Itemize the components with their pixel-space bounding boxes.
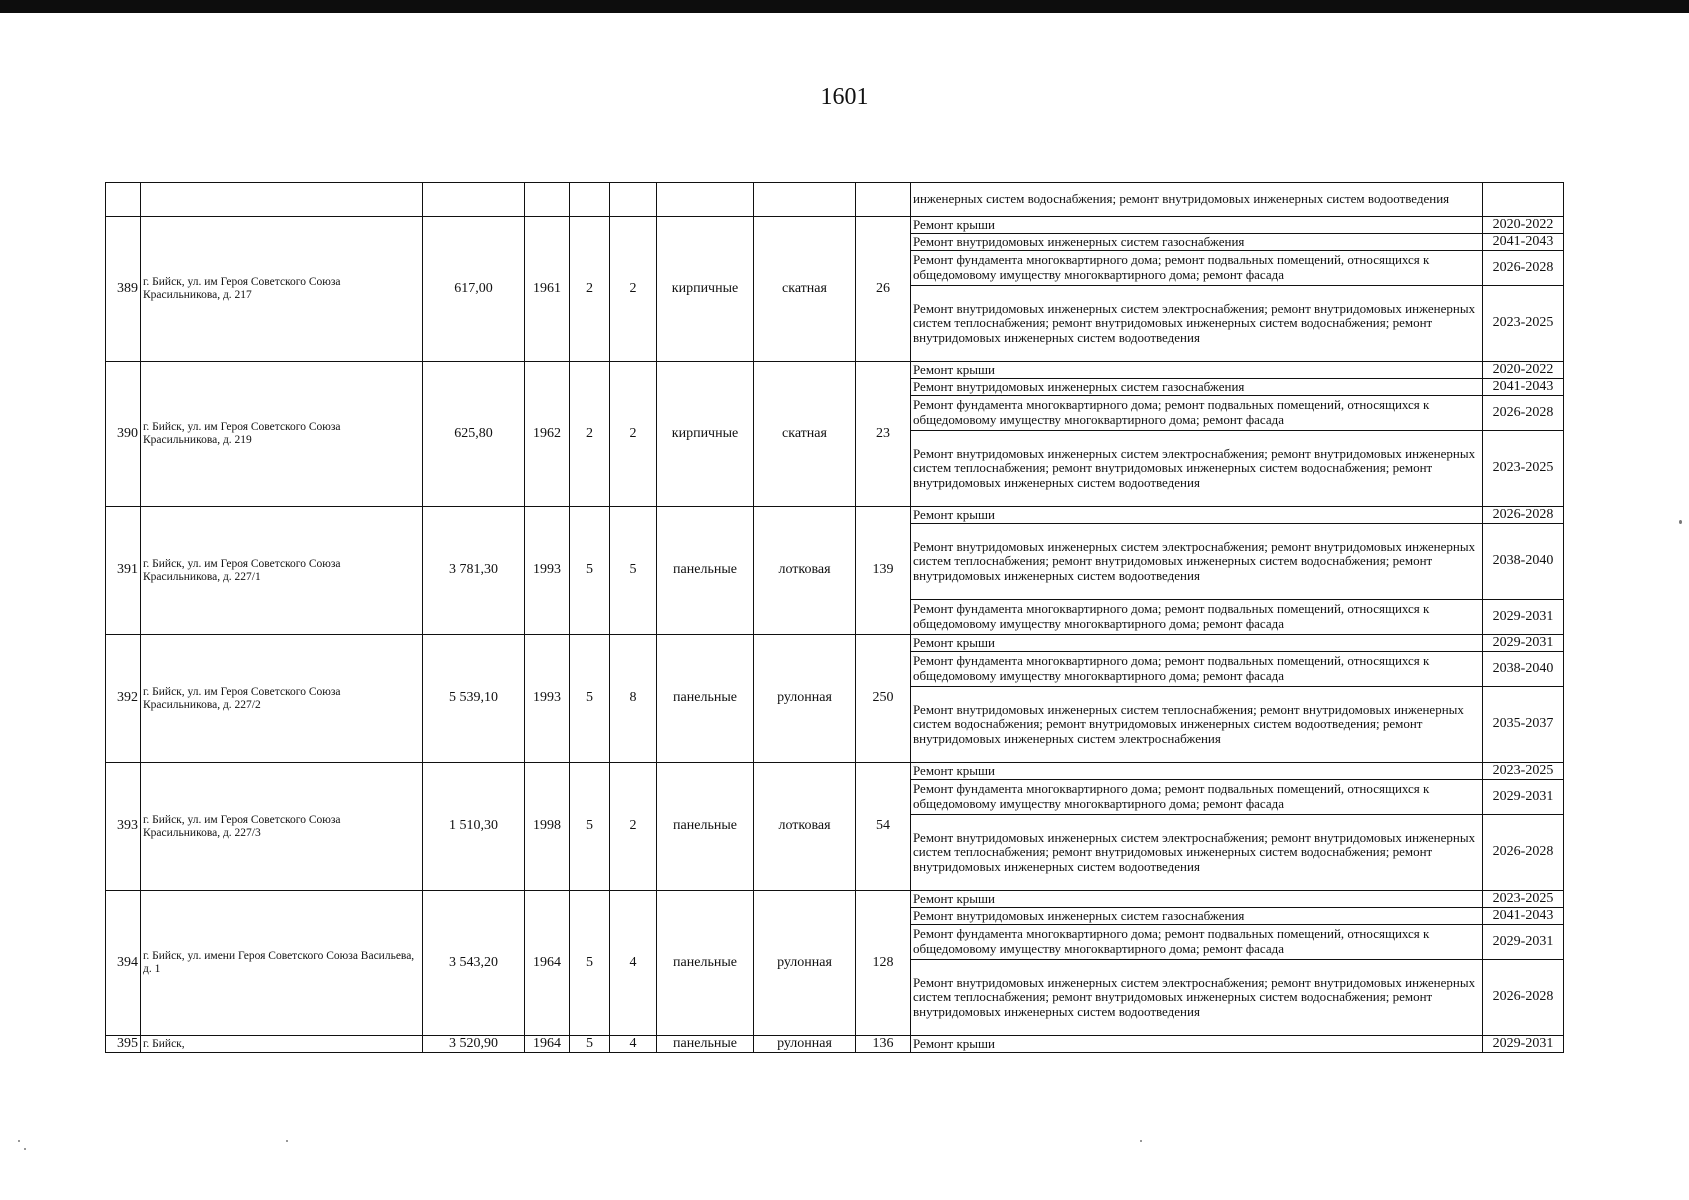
address: г. Бийск, ул. имени Героя Советского Союза Васильева, д. 1 bbox=[141, 891, 423, 1036]
scan-speck bbox=[1679, 520, 1682, 524]
work-period: 2026-2028 bbox=[1483, 507, 1564, 524]
floors: 5 bbox=[570, 507, 610, 635]
table-row bbox=[106, 362, 1564, 379]
entrances: 8 bbox=[610, 635, 657, 763]
work-description: Ремонт внутридомовых инженерных систем электроснабжения; ремонт внутридомовых инженерных систем теплоснабжения; ремонт внутридомовых инженерных систем водоснабжения; ремонт внутридомовых инженерных систем водоотведения bbox=[911, 960, 1483, 1036]
build-year: 1964 bbox=[525, 891, 570, 1036]
table-row bbox=[106, 1036, 1564, 1053]
row-number: 392 bbox=[106, 635, 141, 763]
entrances: 2 bbox=[610, 763, 657, 891]
wall-material: кирпичные bbox=[657, 362, 754, 507]
row-number: 394 bbox=[106, 891, 141, 1036]
work-description: Ремонт крыши bbox=[911, 891, 1483, 908]
roof-type: скатная bbox=[754, 362, 856, 507]
work-period: 2038-2040 bbox=[1483, 524, 1564, 600]
total-area: 3 543,20 bbox=[423, 891, 525, 1036]
roof-type: рулонная bbox=[754, 891, 856, 1036]
residents-count: 128 bbox=[856, 891, 911, 1036]
work-description: Ремонт крыши bbox=[911, 763, 1483, 780]
wall-material: панельные bbox=[657, 507, 754, 635]
continuation-row bbox=[106, 183, 1564, 217]
table-row bbox=[106, 635, 1564, 652]
empty-cell bbox=[610, 183, 657, 217]
empty-cell bbox=[754, 183, 856, 217]
work-period: 2029-2031 bbox=[1483, 600, 1564, 635]
address: г. Бийск, ул. им Героя Советского Союза Красильникова, д. 227/1 bbox=[141, 507, 423, 635]
entrances: 4 bbox=[610, 891, 657, 1036]
work-period bbox=[1483, 183, 1564, 217]
work-period: 2020-2022 bbox=[1483, 217, 1564, 234]
work-description: Ремонт фундамента многоквартирного дома; ремонт подвальных помещений, относящихся к общедомовому имуществу многоквартирного дома; ремонт фасада bbox=[911, 251, 1483, 286]
build-year: 1993 bbox=[525, 507, 570, 635]
roof-type: рулонная bbox=[754, 1036, 856, 1053]
empty-cell bbox=[856, 183, 911, 217]
work-period: 2023-2025 bbox=[1483, 763, 1564, 780]
address: г. Бийск, bbox=[141, 1036, 423, 1053]
work-description: Ремонт внутридомовых инженерных систем газоснабжения bbox=[911, 379, 1483, 396]
address: г. Бийск, ул. им Героя Советского Союза Красильникова, д. 217 bbox=[141, 217, 423, 362]
work-period: 2038-2040 bbox=[1483, 652, 1564, 687]
address: г. Бийск, ул. им Героя Советского Союза Красильникова, д. 227/3 bbox=[141, 763, 423, 891]
floors: 2 bbox=[570, 217, 610, 362]
scan-speck bbox=[24, 1148, 26, 1150]
work-description: Ремонт внутридомовых инженерных систем электроснабжения; ремонт внутридомовых инженерных систем теплоснабжения; ремонт внутридомовых инженерных систем водоснабжения; ремонт внутридомовых инженерных систем водоотведения bbox=[911, 431, 1483, 507]
scan-speck bbox=[286, 1140, 288, 1142]
total-area: 3 781,30 bbox=[423, 507, 525, 635]
work-description: Ремонт крыши bbox=[911, 635, 1483, 652]
total-area: 5 539,10 bbox=[423, 635, 525, 763]
empty-cell bbox=[525, 183, 570, 217]
work-description: Ремонт крыши bbox=[911, 1036, 1483, 1053]
empty-cell bbox=[570, 183, 610, 217]
build-year: 1964 bbox=[525, 1036, 570, 1053]
work-period: 2023-2025 bbox=[1483, 431, 1564, 507]
total-area: 625,80 bbox=[423, 362, 525, 507]
total-area: 1 510,30 bbox=[423, 763, 525, 891]
row-number: 391 bbox=[106, 507, 141, 635]
work-description: Ремонт внутридомовых инженерных систем газоснабжения bbox=[911, 908, 1483, 925]
roof-type: рулонная bbox=[754, 635, 856, 763]
work-description: Ремонт внутридомовых инженерных систем электроснабжения; ремонт внутридомовых инженерных систем теплоснабжения; ремонт внутридомовых инженерных систем водоснабжения; ремонт внутридомовых инженерных систем водоотведения bbox=[911, 815, 1483, 891]
work-description: Ремонт внутридомовых инженерных систем электроснабжения; ремонт внутридомовых инженерных систем теплоснабжения; ремонт внутридомовых инженерных систем водоснабжения; ремонт внутридомовых инженерных систем водоотведения bbox=[911, 286, 1483, 362]
floors: 5 bbox=[570, 891, 610, 1036]
row-number: 393 bbox=[106, 763, 141, 891]
empty-cell bbox=[657, 183, 754, 217]
wall-material: панельные bbox=[657, 763, 754, 891]
scan-speck bbox=[1140, 1140, 1142, 1142]
work-period: 2041-2043 bbox=[1483, 908, 1564, 925]
page-number: 1601 bbox=[820, 84, 869, 110]
work-description: Ремонт крыши bbox=[911, 217, 1483, 234]
work-description: Ремонт фундамента многоквартирного дома; ремонт подвальных помещений, относящихся к общедомовому имуществу многоквартирного дома; ремонт фасада bbox=[911, 925, 1483, 960]
work-description: Ремонт внутридомовых инженерных систем электроснабжения; ремонт внутридомовых инженерных систем теплоснабжения; ремонт внутридомовых инженерных систем водоснабжения; ремонт внутридомовых инженерных систем водоотведения bbox=[911, 524, 1483, 600]
wall-material: панельные bbox=[657, 1036, 754, 1053]
table-row bbox=[106, 891, 1564, 908]
scan-speck bbox=[18, 1140, 20, 1142]
work-period: 2026-2028 bbox=[1483, 960, 1564, 1036]
row-number: 389 bbox=[106, 217, 141, 362]
table-body bbox=[106, 183, 1564, 1053]
floors: 5 bbox=[570, 635, 610, 763]
work-period: 2026-2028 bbox=[1483, 396, 1564, 431]
build-year: 1961 bbox=[525, 217, 570, 362]
table-row bbox=[106, 217, 1564, 234]
residents-count: 250 bbox=[856, 635, 911, 763]
floors: 5 bbox=[570, 763, 610, 891]
work-period: 2029-2031 bbox=[1483, 925, 1564, 960]
work-description: Ремонт внутридомовых инженерных систем теплоснабжения; ремонт внутридомовых инженерных систем водоснабжения; ремонт внутридомовых инженерных систем водоотведения; ремонт внутридомовых инженерных систем электроснабжения bbox=[911, 687, 1483, 763]
work-period: 2023-2025 bbox=[1483, 286, 1564, 362]
work-description: Ремонт фундамента многоквартирного дома; ремонт подвальных помещений, относящихся к общедомовому имуществу многоквартирного дома; ремонт фасада bbox=[911, 652, 1483, 687]
work-period: 2026-2028 bbox=[1483, 251, 1564, 286]
work-period: 2029-2031 bbox=[1483, 635, 1564, 652]
work-period: 2026-2028 bbox=[1483, 815, 1564, 891]
entrances: 5 bbox=[610, 507, 657, 635]
entrances: 2 bbox=[610, 362, 657, 507]
work-description: Ремонт крыши bbox=[911, 362, 1483, 379]
work-period: 2041-2043 bbox=[1483, 379, 1564, 396]
work-period: 2020-2022 bbox=[1483, 362, 1564, 379]
row-number: 390 bbox=[106, 362, 141, 507]
total-area: 617,00 bbox=[423, 217, 525, 362]
work-period: 2029-2031 bbox=[1483, 1036, 1564, 1053]
empty-cell bbox=[423, 183, 525, 217]
work-description: инженерных систем водоснабжения; ремонт внутридомовых инженерных систем водоотведения bbox=[911, 183, 1483, 217]
table-row bbox=[106, 507, 1564, 524]
residents-count: 136 bbox=[856, 1036, 911, 1053]
entrances: 2 bbox=[610, 217, 657, 362]
table-row bbox=[106, 763, 1564, 780]
wall-material: панельные bbox=[657, 891, 754, 1036]
address: г. Бийск, ул. им Героя Советского Союза Красильникова, д. 219 bbox=[141, 362, 423, 507]
work-period: 2029-2031 bbox=[1483, 780, 1564, 815]
empty-cell bbox=[141, 183, 423, 217]
build-year: 1998 bbox=[525, 763, 570, 891]
address: г. Бийск, ул. им Героя Советского Союза Красильникова, д. 227/2 bbox=[141, 635, 423, 763]
wall-material: кирпичные bbox=[657, 217, 754, 362]
roof-type: лотковая bbox=[754, 763, 856, 891]
residents-count: 23 bbox=[856, 362, 911, 507]
floors: 2 bbox=[570, 362, 610, 507]
work-period: 2041-2043 bbox=[1483, 234, 1564, 251]
build-year: 1962 bbox=[525, 362, 570, 507]
work-description: Ремонт крыши bbox=[911, 507, 1483, 524]
residents-count: 26 bbox=[856, 217, 911, 362]
work-period: 2023-2025 bbox=[1483, 891, 1564, 908]
work-description: Ремонт фундамента многоквартирного дома; ремонт подвальных помещений, относящихся к общедомовому имуществу многоквартирного дома; ремонт фасада bbox=[911, 396, 1483, 431]
work-description: Ремонт фундамента многоквартирного дома; ремонт подвальных помещений, относящихся к общедомовому имуществу многоквартирного дома; ремонт фасада bbox=[911, 600, 1483, 635]
residents-count: 139 bbox=[856, 507, 911, 635]
work-description: Ремонт фундамента многоквартирного дома; ремонт подвальных помещений, относящихся к общедомовому имуществу многоквартирного дома; ремонт фасада bbox=[911, 780, 1483, 815]
total-area: 3 520,90 bbox=[423, 1036, 525, 1053]
work-description: Ремонт внутридомовых инженерных систем газоснабжения bbox=[911, 234, 1483, 251]
row-number: 395 bbox=[106, 1036, 141, 1053]
housing-register-table bbox=[105, 182, 1564, 1053]
build-year: 1993 bbox=[525, 635, 570, 763]
scan-top-border bbox=[0, 0, 1689, 13]
wall-material: панельные bbox=[657, 635, 754, 763]
work-period: 2035-2037 bbox=[1483, 687, 1564, 763]
empty-cell bbox=[106, 183, 141, 217]
floors: 5 bbox=[570, 1036, 610, 1053]
roof-type: лотковая bbox=[754, 507, 856, 635]
residents-count: 54 bbox=[856, 763, 911, 891]
roof-type: скатная bbox=[754, 217, 856, 362]
entrances: 4 bbox=[610, 1036, 657, 1053]
